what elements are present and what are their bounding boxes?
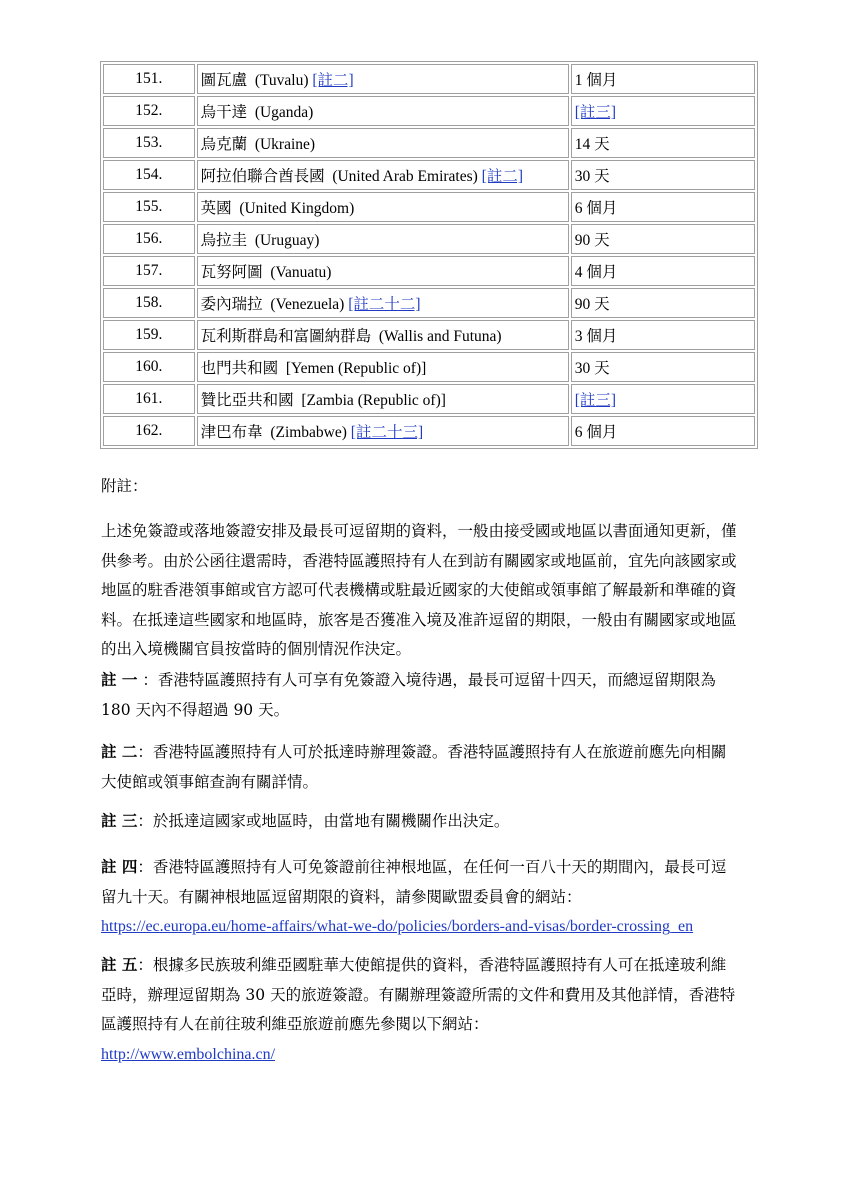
country-name: 圖瓦盧 (Tuvalu) [200,72,313,89]
row-number: 155. [103,192,195,222]
max-stay: 1 個月 [574,72,618,89]
max-stay-cell [571,128,755,158]
notes-heading: 附註： [101,477,148,495]
table-row [103,352,755,382]
note-2-tag: 註 二 [101,742,138,761]
country-cell [197,128,569,158]
country-name: 津巴布韋 (Zimbabwe) [200,424,351,441]
max-stay: 6 個月 [574,424,618,441]
note-4-link[interactable]: https://ec.europa.eu/home-affairs/what-we-do/policies/borders-and-visas/border-crossing_en [101,918,694,935]
row-number: 160. [103,352,195,382]
note-5-link[interactable]: http://www.embolchina.cn/ [101,1045,276,1063]
note-3-text: ：於抵達這國家或地區時，由當地有關機關作出決定。 [137,812,510,830]
max-stay-cell [571,64,755,94]
max-stay-cell [571,352,755,382]
max-stay: 4 個月 [574,264,618,281]
row-number: 153. [103,128,195,158]
note-5-text: ：根據多民族玻利維亞國駐華大使館提供的資料，香港特區護照持有人可在抵達玻利維亞時，辦理逗留期為 30 天的旅遊簽證。有關辦理簽證所需的文件和費用及其他詳情，香港特區護照持有人在前往玻利維亞旅遊前應先參閱以下網站： [101,956,736,1033]
stay-note-link[interactable]: [註三] [574,392,617,409]
table-row [103,256,755,286]
note-4 [101,852,741,942]
table-row [103,96,755,126]
note-4-text: ：香港特區護照持有人可免簽證前往神根地區，在任何一百八十天的期間內，最長可逗留九十天。有關神根地區逗留期限的資料，請參閱歐盟委員會的網站： [101,858,727,906]
note-link[interactable]: [註二] [312,72,354,89]
note-5-tag: 註 五 [101,955,138,974]
table-row [103,224,755,254]
intro-paragraph: 上述免簽證或落地簽證安排及最長可逗留期的資料，一般由接受國或地區以書面通知更新，僅供參考。由於公函往還需時，香港特區護照持有人在到訪有關國家或地區前，宜先向該國家或地區的駐香港領事館或官方認可代表機構或駐最近國家的大使館或領事館了解最新和準確的資料。在抵達這些國家和地區時，旅客是否獲准入境及准許逗留的期限，一般由有關國家或地區的出入境機關官員按當時的個別情況作決定。 [101,522,737,658]
table-row [103,384,755,414]
row-number: 156. [103,224,195,254]
max-stay-cell [571,160,755,190]
max-stay: 14 天 [574,136,610,153]
country-cell [197,288,569,318]
country-name: 瓦利斯群島和富圖納群島 (Wallis and Futuna) [200,328,502,345]
row-number: 158. [103,288,195,318]
note-3 [101,806,741,837]
country-cell [197,384,569,414]
note-2 [101,737,741,797]
max-stay-cell [571,320,755,350]
note-3-tag: 註 三 [101,811,138,830]
country-cell [197,224,569,254]
table-row [103,416,755,446]
country-cell [197,64,569,94]
note-5 [101,950,741,1069]
max-stay-cell [571,416,755,446]
row-number: 154. [103,160,195,190]
max-stay-cell [571,96,755,126]
note-4-tag: 註 四 [101,857,138,876]
note-1-text: ：香港特區護照持有人可享有免簽證入境待遇，最長可逗留十四天，而總逗留期限為 180 天內不得超過 90 天。 [101,671,716,719]
max-stay: 30 天 [574,360,610,377]
country-name: 烏干達 (Uganda) [200,104,314,121]
country-cell [197,160,569,190]
country-name: 烏克蘭 (Ukraine) [200,136,316,153]
note-link[interactable]: [註二十二] [348,296,421,313]
country-name: 瓦努阿圖 (Vanuatu) [200,264,332,281]
country-name: 也門共和國 [Yemen (Republic of)] [200,360,427,377]
stay-note-link[interactable]: [註三] [574,104,617,121]
note-link[interactable]: [註二] [481,168,523,185]
table-row [103,192,755,222]
country-name: 委內瑞拉 (Venezuela) [200,296,349,313]
note-link[interactable]: [註二十三] [350,424,424,441]
max-stay: 3 個月 [574,328,618,345]
max-stay-cell [571,224,755,254]
country-cell [197,192,569,222]
max-stay-cell [571,384,755,414]
table-row [103,128,755,158]
note-1 [101,665,741,725]
table-row [103,160,755,190]
country-cell [197,352,569,382]
max-stay-cell [571,256,755,286]
table-row [103,288,755,318]
max-stay-cell [571,192,755,222]
row-number: 151. [103,64,195,94]
visa-free-table [100,61,758,449]
max-stay: 6 個月 [574,200,618,217]
table-body [103,64,755,446]
table-row [103,64,755,94]
table-row [103,320,755,350]
country-name: 阿拉伯聯合酋長國 (United Arab Emirates) [200,168,482,185]
max-stay: 90 天 [574,232,610,249]
row-number: 162. [103,416,195,446]
country-name: 烏拉圭 (Uruguay) [200,232,320,249]
country-cell [197,96,569,126]
max-stay-cell [571,288,755,318]
note-1-tag: 註 一 [101,670,138,689]
row-number: 157. [103,256,195,286]
max-stay: 90 天 [574,296,610,313]
country-cell [197,256,569,286]
max-stay: 30 天 [574,168,610,185]
country-cell [197,320,569,350]
row-number: 152. [103,96,195,126]
row-number: 161. [103,384,195,414]
country-name: 英國 (United Kingdom) [200,200,355,217]
note-2-text: ：香港特區護照持有人可於抵達時辦理簽證。香港特區護照持有人在旅遊前應先向相關大使館或領事館查詢有關詳情。 [101,743,727,791]
country-name: 贊比亞共和國 [Zambia (Republic of)] [200,392,446,409]
country-cell [197,416,569,446]
row-number: 159. [103,320,195,350]
